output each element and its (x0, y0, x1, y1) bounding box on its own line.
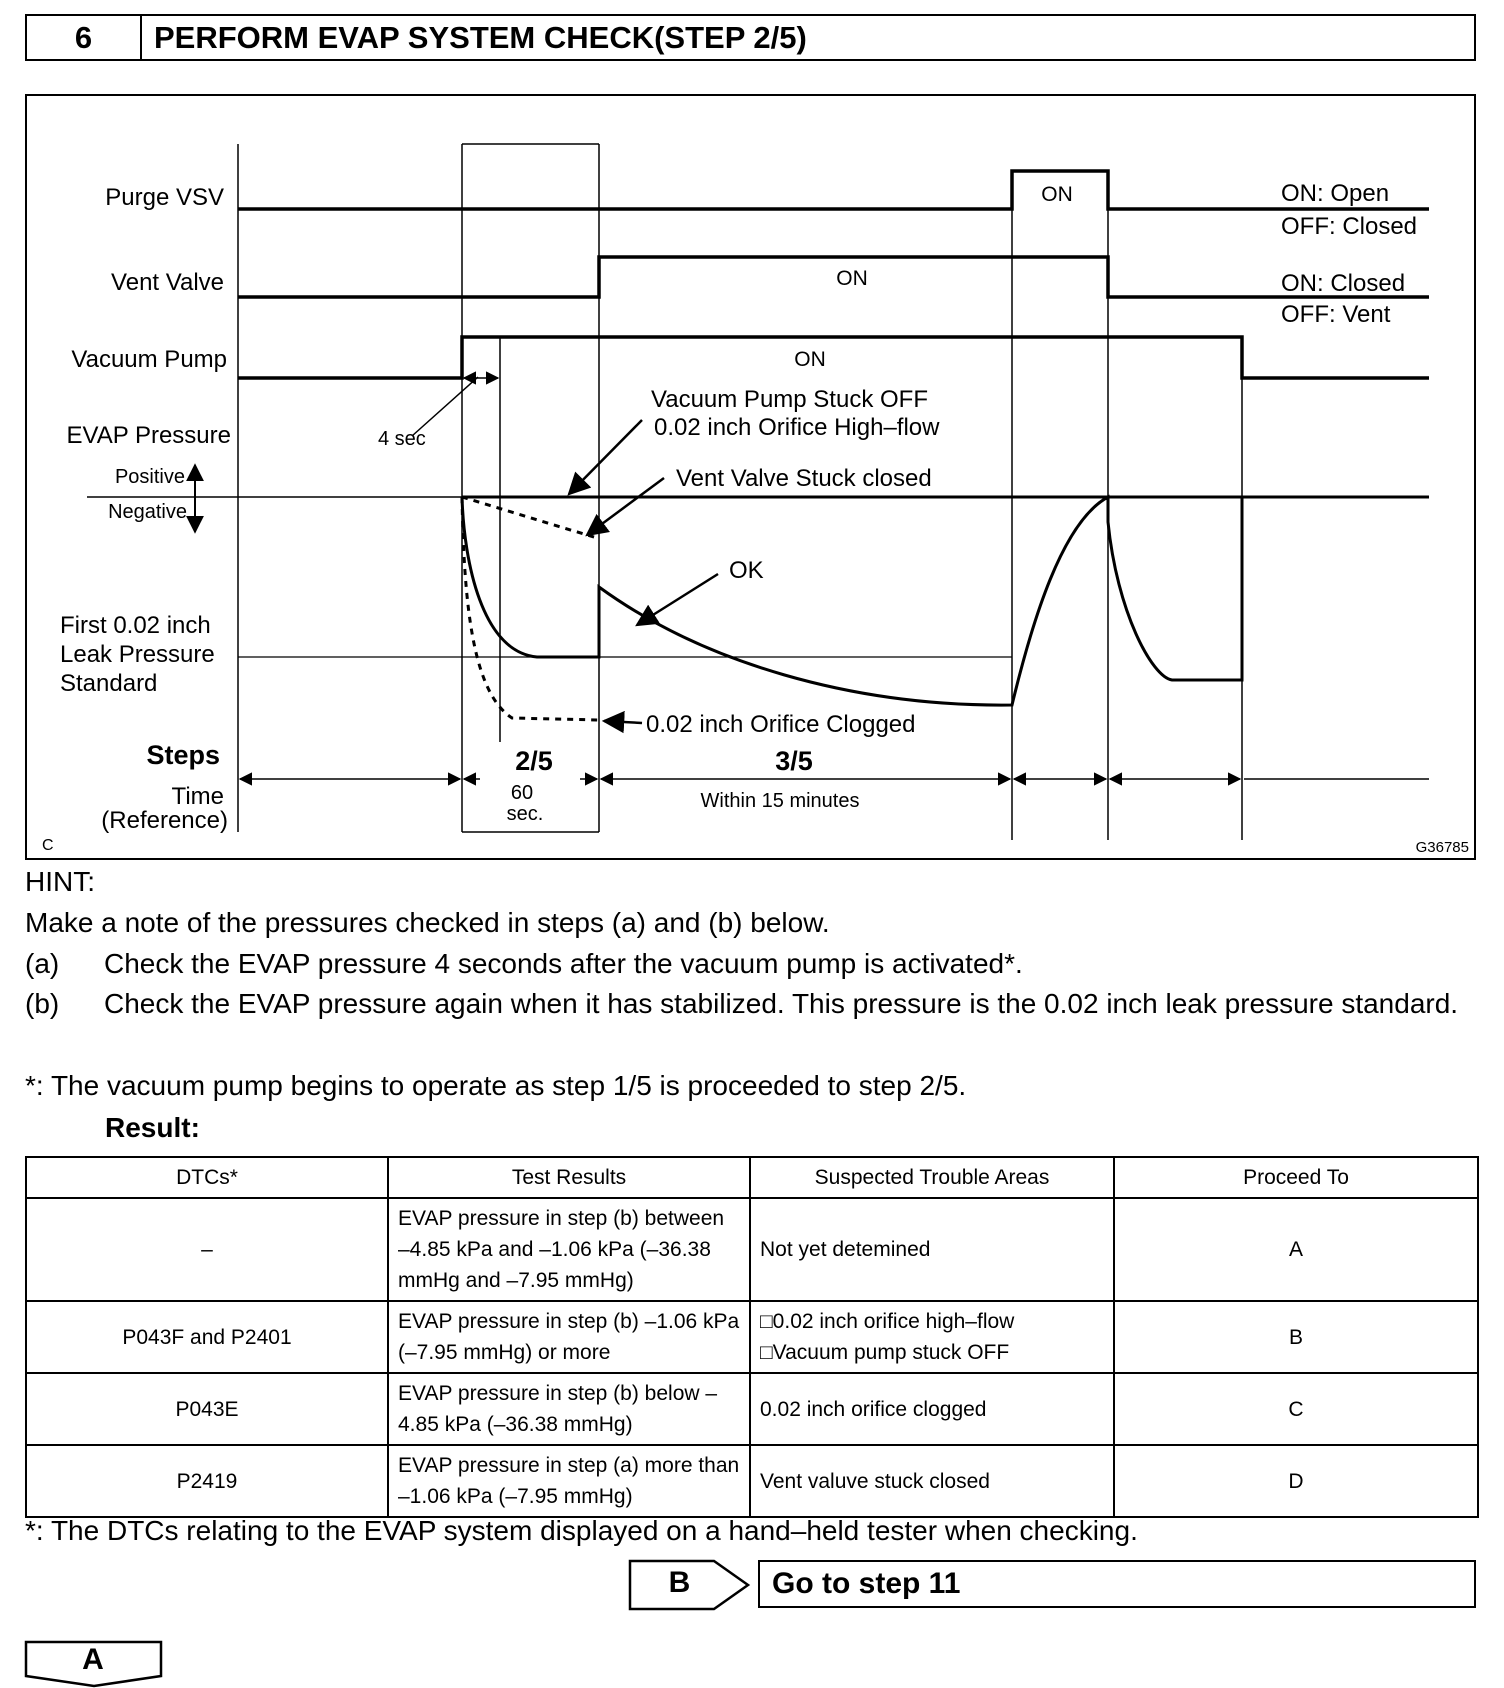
hint-item-label: (b) (25, 988, 60, 1019)
dtc-cell: P043F and P2401 (26, 1301, 388, 1373)
test-cell: EVAP pressure in step (b) between –4.85 kPa and –1.06 kPa (–36.38 mmHg and –7.95 mmHg) (388, 1198, 750, 1301)
goto-step-11-link[interactable]: Go to step 11 (758, 1560, 1476, 1608)
hint-label: HINT: (25, 866, 95, 897)
label-positive: Positive (114, 466, 185, 488)
vent-stuck-label: Vent Valve Stuck closed (676, 465, 932, 492)
label-steps: Steps (146, 740, 220, 770)
header-test-results: Test Results (388, 1157, 750, 1198)
legend-purge-off: OFF: Closed (1281, 213, 1418, 240)
pump-on-label: ON (794, 348, 826, 371)
proceed-cell: A (1114, 1198, 1478, 1301)
pump-stuck-label-2: 0.02 inch Orifice High–flow (654, 414, 940, 441)
time-within: Within 15 minutes (700, 790, 860, 812)
label-vacuum-pump: Vacuum Pump (71, 346, 227, 373)
step-2-5: 2/5 (515, 746, 553, 776)
figure-id: G36785 (1415, 839, 1469, 856)
hint-item-b (25, 984, 1485, 1064)
dtc-cell: P043E (26, 1373, 388, 1445)
time-sixty: 60 (510, 782, 534, 804)
ok-label: OK (729, 557, 764, 584)
table-row (26, 1445, 1478, 1517)
ok-pressure-curve (462, 497, 1429, 705)
results-table (25, 1156, 1479, 1518)
proceed-cell: C (1114, 1373, 1478, 1445)
hint-item-label: (a) (25, 948, 60, 979)
label-negative: Negative (108, 501, 187, 523)
step-3-5: 3/5 (775, 746, 813, 776)
pump-stuck-label-1: Vacuum Pump Stuck OFF (651, 386, 928, 413)
areas-cell (750, 1445, 1114, 1517)
header-proceed-to: Proceed To (1114, 1157, 1478, 1198)
legend-purge-on: ON: Open (1281, 180, 1390, 207)
area-line: □Vacuum pump stuck OFF (760, 1341, 1010, 1364)
table-row (26, 1198, 1478, 1301)
label-evap-pressure: EVAP Pressure (66, 422, 231, 449)
timing-diagram (25, 94, 1476, 860)
step-number: 6 (27, 16, 142, 59)
hint-item-text: Check the EVAP pressure 4 seconds after the vacuum pump is activated*. (104, 948, 1023, 979)
proceed-cell: B (1114, 1301, 1478, 1373)
result-label: Result: (105, 1112, 200, 1143)
step-title: PERFORM EVAP SYSTEM CHECK(STEP 2/5) (154, 19, 807, 55)
orifice-clogged-label: 0.02 inch Orifice Clogged (646, 711, 916, 738)
vent-stuck-curve (462, 497, 597, 538)
area-line: □0.02 inch orifice high–flow (760, 1310, 1015, 1333)
legend-vent-off: OFF: Vent (1281, 301, 1391, 328)
dtc-footnote: *: The DTCs relating to the EVAP system displayed on a hand–held tester when checking. (25, 1515, 1138, 1546)
pump-footnote: *: The vacuum pump begins to operate as step 1/5 is proceeded to step 2/5. (25, 1070, 967, 1101)
label-first-leak-3: Standard (60, 670, 158, 697)
area-line: Not yet detemined (760, 1238, 931, 1261)
vacuum-pump-signal (238, 337, 1429, 378)
timing-diagram-svg (27, 96, 1473, 857)
area-line: Vent valuve stuck closed (760, 1469, 990, 1493)
table-row (26, 1301, 1478, 1373)
label-reference: (Reference) (101, 807, 228, 834)
areas-cell (750, 1198, 1114, 1301)
corner-left-label: C (42, 837, 54, 854)
area-line: 0.02 inch orifice clogged (760, 1397, 987, 1421)
header-suspected-areas: Suspected Trouble Areas (750, 1157, 1114, 1198)
next-a-link[interactable]: A (82, 1643, 104, 1676)
step-header (25, 14, 1476, 61)
label-first-leak-2: Leak Pressure (60, 641, 215, 668)
label-vent-valve: Vent Valve (111, 269, 224, 296)
test-cell: EVAP pressure in step (b) below –4.85 kPa (–36.38 mmHg) (388, 1373, 750, 1445)
test-cell: EVAP pressure in step (b) –1.06 kPa (–7.95 mmHg) or more (388, 1301, 750, 1373)
areas-cell (750, 1301, 1114, 1373)
areas-cell (750, 1373, 1114, 1445)
time-sec: sec. (506, 803, 544, 825)
dtc-cell: P2419 (26, 1445, 388, 1517)
hint-note: Make a note of the pressures checked in steps (a) and (b) below. (25, 907, 830, 938)
hint-item-a (25, 944, 1485, 984)
label-time: Time (171, 783, 224, 810)
test-cell: EVAP pressure in step (a) more than –1.06 kPa (–7.95 mmHg) (388, 1445, 750, 1517)
vent-on-label: ON (836, 267, 868, 290)
label-first-leak-1: First 0.02 inch (60, 612, 211, 639)
purge-on-label: ON (1041, 183, 1073, 206)
dtc-cell: – (26, 1198, 388, 1301)
purge-vsv-signal (238, 171, 1429, 209)
hint-item-text: Check the EVAP pressure again when it has stabilized. This pressure is the 0.02 inch leak pressure standard. (104, 988, 1459, 1019)
label-purge-vsv: Purge VSV (105, 184, 224, 211)
table-header-row (26, 1157, 1478, 1198)
table-row (26, 1373, 1478, 1445)
proceed-cell: D (1114, 1445, 1478, 1517)
header-dtcs: DTCs* (26, 1157, 388, 1198)
goto-b-link[interactable]: B (668, 1566, 691, 1599)
vent-valve-signal (238, 257, 1429, 297)
legend-vent-on: ON: Closed (1281, 270, 1406, 297)
four-sec-label: 4 sec (378, 428, 426, 450)
